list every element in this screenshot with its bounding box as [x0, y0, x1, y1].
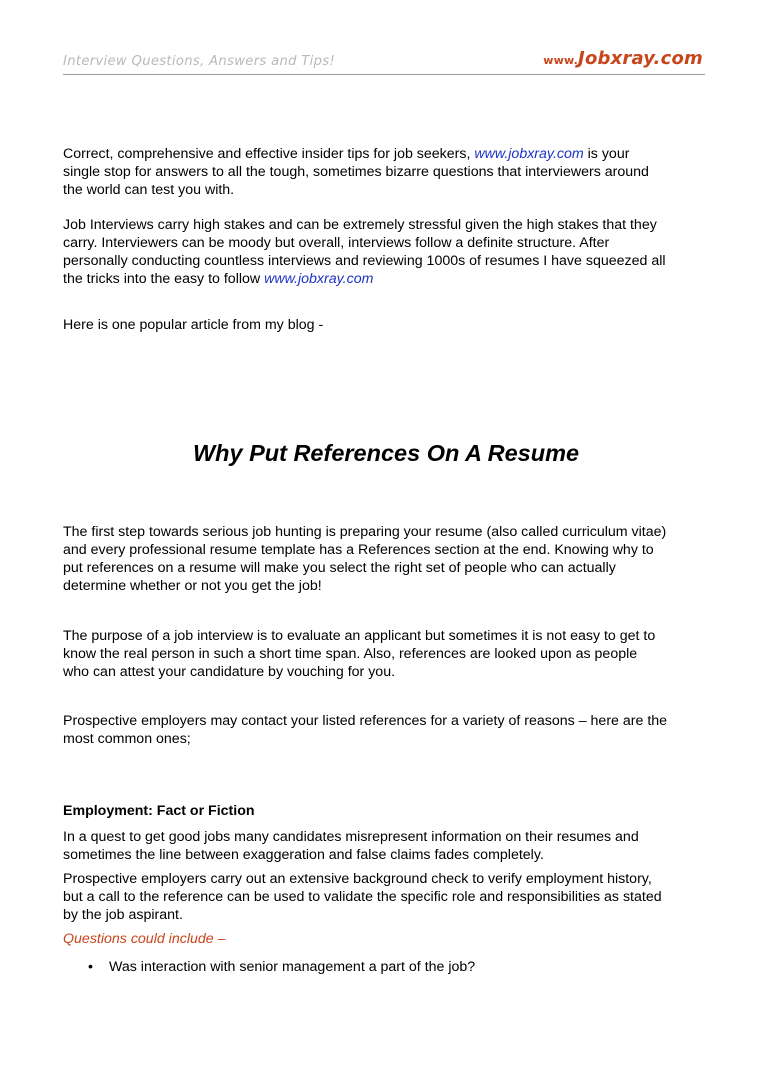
- text-line: but a call to the reference can be used to validate the specific role and responsibilities as stated: [63, 889, 662, 905]
- article-paragraph-2: [63, 627, 713, 681]
- intro-paragraph-2: [63, 216, 713, 288]
- intro-paragraph-1: [63, 145, 713, 199]
- questions-label: [63, 930, 713, 948]
- text-segment: is your: [583, 146, 630, 162]
- section-paragraph-1: [63, 828, 713, 864]
- text-line: [63, 145, 713, 163]
- text-line: Employment: Fact or Fiction: [63, 803, 255, 819]
- text-line: [63, 270, 713, 288]
- header-tagline: Interview Questions, Answers and Tips!: [63, 54, 336, 69]
- text-line: who can attest your candidature by vouching for you.: [63, 664, 396, 680]
- text-line: Prospective employers carry out an extensive background check to verify employment history,: [63, 871, 652, 887]
- page-header: [63, 48, 705, 75]
- intro-paragraph-3: [63, 316, 713, 334]
- text-segment: Correct, comprehensive and effective insider tips for job seekers,: [63, 146, 475, 162]
- text-line: by the job aspirant.: [63, 907, 183, 923]
- header-www: www.: [543, 54, 579, 67]
- text-line: put references on a resume will make you select the right set of people who can actually: [63, 560, 616, 576]
- text-line: In a quest to get good jobs many candidates misrepresent information on their resumes and: [63, 829, 639, 845]
- text-line: The purpose of a job interview is to evaluate an applicant but sometimes it is not easy to get to: [63, 628, 656, 644]
- text-line: determine whether or not you get the job!: [63, 578, 322, 594]
- text-segment: the tricks into the easy to follow: [63, 271, 265, 287]
- text-line: and every professional resume template has a References section at the end. Knowing why to: [63, 542, 654, 558]
- text-line: single stop for answers to all the tough, sometimes bizarre questions that interviewers around: [63, 164, 649, 180]
- bullet-icon: •: [88, 959, 93, 975]
- article-paragraph-1: [63, 523, 713, 595]
- list-item-text: Was interaction with senior management a part of the job?: [109, 959, 476, 975]
- section-heading: [63, 802, 713, 820]
- text-line: Job Interviews carry high stakes and can be extremely stressful given the high stakes that they: [63, 217, 657, 233]
- text-line: the world can test you with.: [63, 182, 235, 198]
- jobxray-link[interactable]: www.jobxray.com: [264, 271, 374, 287]
- header-brand: Jobxray.com: [578, 48, 703, 69]
- text-line: know the real person in such a short time span. Also, references are looked upon as people: [63, 646, 638, 662]
- text-line: most common ones;: [63, 731, 191, 747]
- text-line: Here is one popular article from my blog -: [63, 317, 324, 333]
- text-line: Prospective employers may contact your listed references for a variety of reasons – here are the: [63, 713, 668, 729]
- section-paragraph-2: [63, 870, 713, 924]
- text-line: The first step towards serious job hunting is preparing your resume (also called curriculum vitae): [63, 524, 667, 540]
- article-title: Why Put References On A Resume: [192, 440, 580, 466]
- text-line: Questions could include –: [63, 931, 226, 947]
- text-line: carry. Interviewers can be moody but overall, interviews follow a definite structure. After: [63, 235, 610, 251]
- header-site[interactable]: [543, 48, 703, 69]
- article-paragraph-3: [63, 712, 713, 748]
- text-line: sometimes the line between exaggeration and false claims fades completely.: [63, 847, 544, 863]
- text-line: personally conducting countless interviews and reviewing 1000s of resumes I have squeezed all: [63, 253, 666, 269]
- jobxray-link[interactable]: www.jobxray.com: [474, 146, 584, 162]
